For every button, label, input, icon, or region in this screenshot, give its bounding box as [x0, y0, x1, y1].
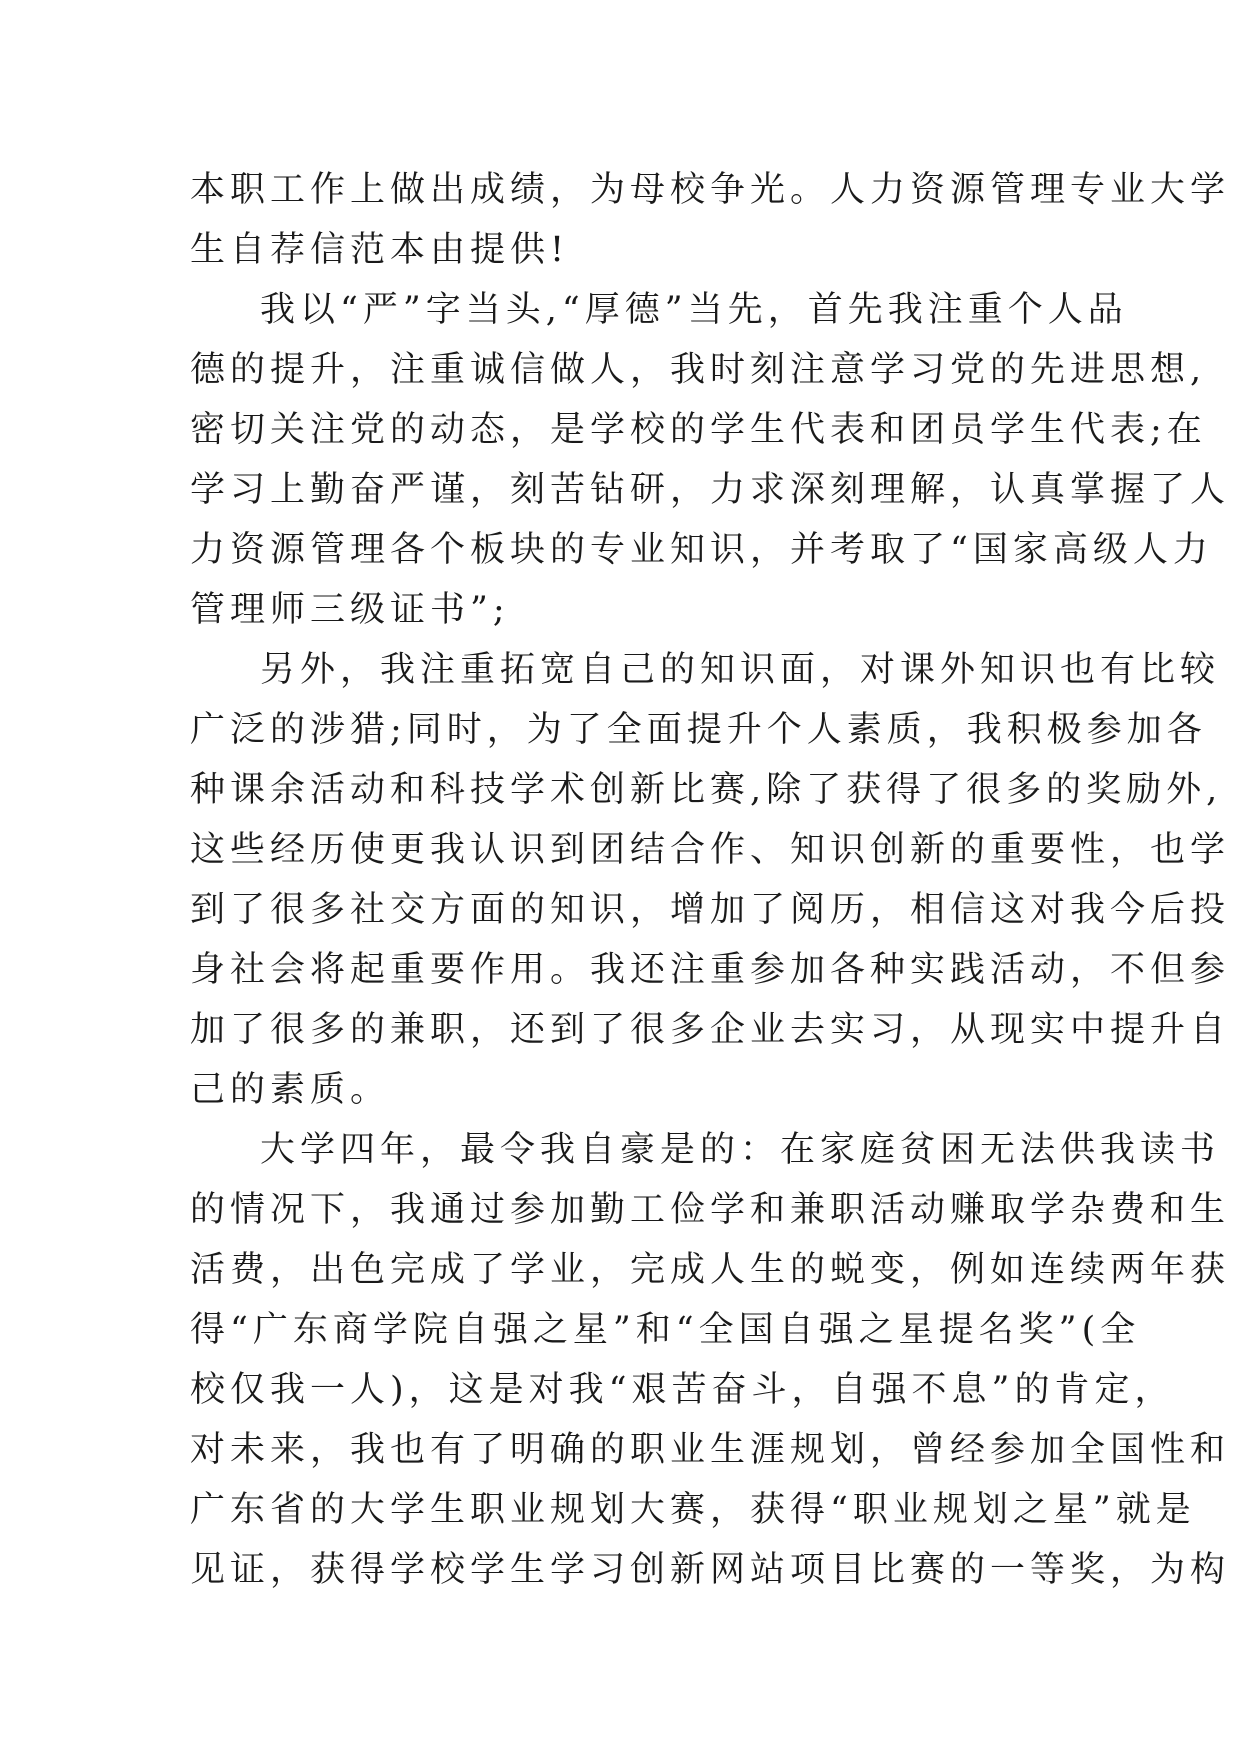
- text-line: 这些经历使更我认识到团结合作、知识创新的重要性，也学: [190, 830, 1231, 870]
- text-line: 密切关注党的动态，是学校的学生代表和团员学生代表;在: [190, 410, 1207, 450]
- text-line: 广泛的涉猎;同时，为了全面提升个人素质，我积极参加各: [190, 710, 1207, 750]
- paragraph-start-line: 大学四年，最令我自豪是的：在家庭贫困无法供我读书: [260, 1130, 1221, 1170]
- text-line: 校仅我一人)，这是对我“艰苦奋斗，自强不息”的肯定，: [190, 1370, 1175, 1410]
- paragraph-start-line: 我以“严”字当头,“厚德”当先，首先我注重个人品: [260, 290, 1128, 330]
- text-line: 学习上勤奋严谨，刻苦钻研，力求深刻理解，认真掌握了人: [190, 470, 1231, 510]
- text-line: 德的提升，注重诚信做人，我时刻注意学习党的先进思想,: [190, 350, 1207, 390]
- document-body: [190, 160, 1231, 1600]
- text-line: 广东省的大学生职业规划大赛，获得“职业规划之星”就是: [190, 1490, 1196, 1530]
- text-line: 己的素质。: [190, 1070, 391, 1110]
- text-line: 的情况下，我通过参加勤工俭学和兼职活动赚取学杂费和生: [190, 1190, 1231, 1230]
- text-line: 活费，出色完成了学业，完成人生的蜕变，例如连续两年获: [190, 1250, 1231, 1290]
- text-line: 力资源管理各个板块的专业知识，并考取了“国家高级人力: [190, 530, 1213, 570]
- text-line: 到了很多社交方面的知识，增加了阅历，相信这对我今后投: [190, 890, 1231, 930]
- text-line: 身社会将起重要作用。我还注重参加各种实践活动，不但参: [190, 950, 1231, 990]
- text-line: 加了很多的兼职，还到了很多企业去实习，从现实中提升自: [190, 1010, 1231, 1050]
- paragraph-start-line: 另外，我注重拓宽自己的知识面，对课外知识也有比较: [260, 650, 1221, 690]
- text-line: 种课余活动和科技学术创新比赛,除了获得了很多的奖励外,: [190, 770, 1223, 810]
- text-line: 本职工作上做出成绩，为母校争光。人力资源管理专业大学: [190, 170, 1231, 210]
- text-line: 见证，获得学校学生学习创新网站项目比赛的一等奖，为构: [190, 1550, 1231, 1590]
- text-line: 对未来，我也有了明确的职业生涯规划，曾经参加全国性和: [190, 1430, 1231, 1470]
- text-line: 生自荐信范本由提供!: [190, 230, 570, 270]
- text-line: 得“广东商学院自强之星”和“全国自强之星提名奖”(全: [190, 1310, 1141, 1350]
- text-line: 管理师三级证书”;: [190, 590, 510, 630]
